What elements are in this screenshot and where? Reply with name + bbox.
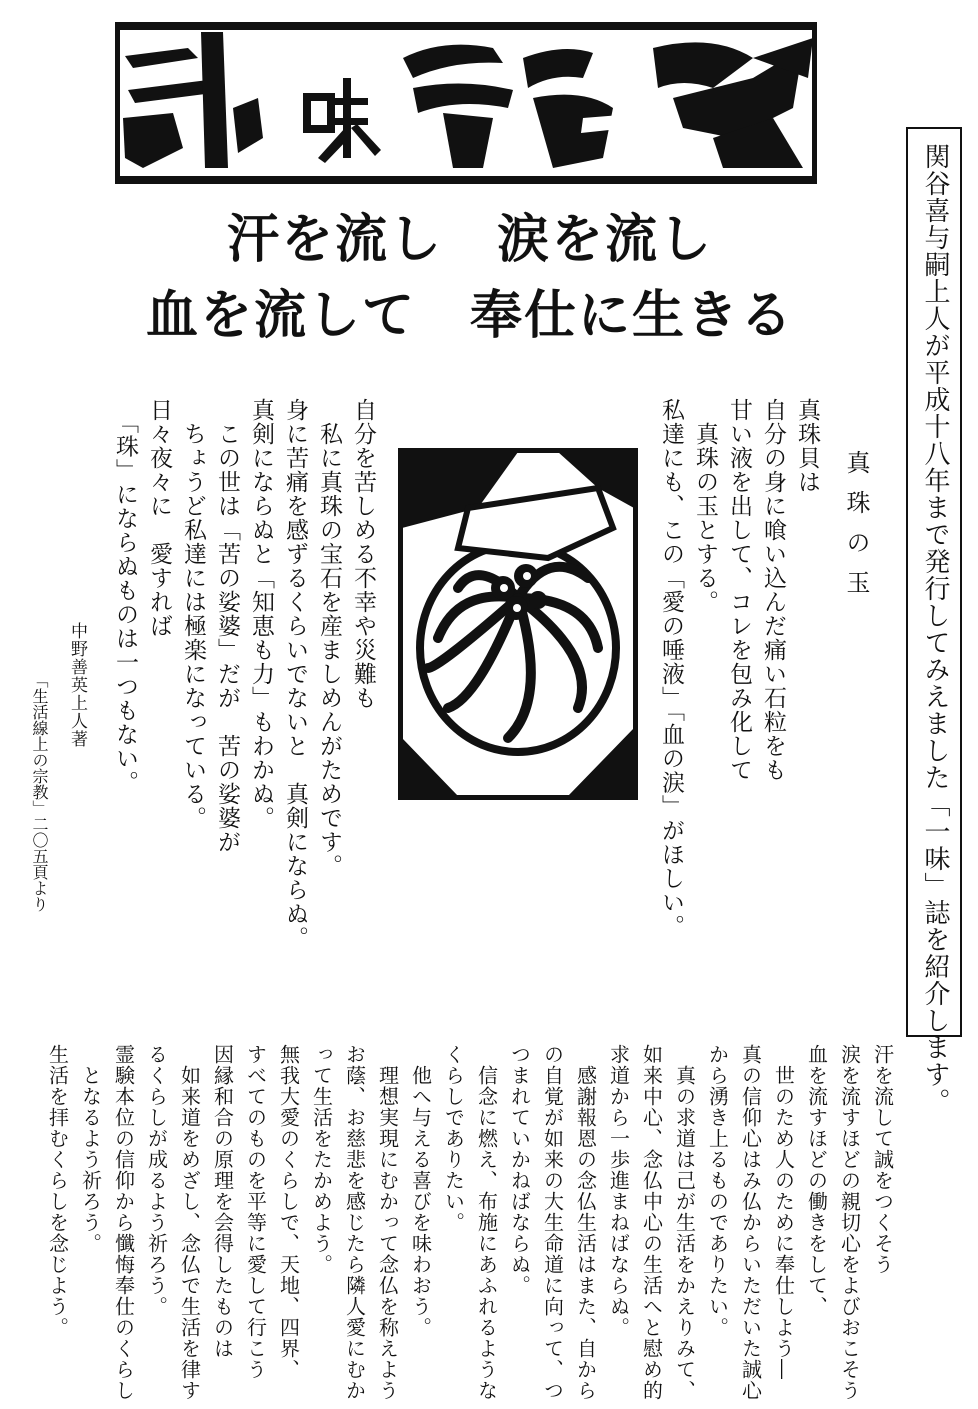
lower-line: 信念に燃え、布施にあふれるような <box>474 1044 499 1401</box>
lower-line: 他へ与える喜びを味わおう。 <box>408 1044 433 1338</box>
shell-illustration <box>398 448 638 800</box>
lower-line: 求道から一歩進まねばならぬ。 <box>606 1044 631 1338</box>
caption-text: 関谷喜与嗣上人が平成十八年まで発行してみえました「一味」誌を紹介します。 <box>920 143 950 1115</box>
masthead-banner <box>113 18 819 188</box>
headline-line-1: 汗を流し 涙を流し <box>226 210 713 270</box>
lower-line: くらしでありたい。 <box>441 1044 466 1233</box>
lower-line: 理想実現にむかって念仏を称えよう <box>375 1044 400 1401</box>
poem-left-line-3: 身に苦痛を感ずるくらいでないと 真剣にならぬ。 <box>282 398 308 950</box>
poem-left-line-7: 日々夜々に 愛すれば <box>146 398 172 638</box>
attribution-source: 「生活線上の宗教」二〇五頁より <box>30 672 49 912</box>
lower-line: 世のため人のために奉仕しよう― <box>771 1044 796 1380</box>
lower-line: 霊験本位の信仰から懺悔奉仕のくらし <box>111 1044 136 1401</box>
poem-right-line-3: 甘い液を出して、コレを包み化して <box>726 398 752 782</box>
poem-left-line-5: この世は「苦の娑婆」だが 苦の娑婆が <box>214 398 240 854</box>
lower-line: って生活をたかめよう。 <box>309 1044 334 1275</box>
lower-line: 真の求道は己が生活をかえりみて、 <box>672 1044 697 1401</box>
lower-line: となるよう祈ろう。 <box>78 1044 103 1254</box>
lower-line: るくらしが成るよう祈ろう。 <box>144 1044 169 1317</box>
lower-line: 如来中心、念仏中心の生活へと慰め的 <box>639 1044 664 1401</box>
poem-left-line-8: 「珠」にならぬものは一つもない。 <box>112 398 138 795</box>
lower-line: 無我大愛のくらしで、天地、四界、 <box>276 1044 301 1380</box>
headline <box>120 208 820 348</box>
lower-line: お蔭、お慈悲を感じたら隣人愛にむか <box>342 1044 367 1401</box>
poem-right-line-1: 真珠貝は <box>794 398 820 494</box>
lower-line: 因縁和合の原理を会得したものは <box>210 1044 235 1359</box>
poem-right-line-2: 自分の身に喰い込んだ痛い石粒をも <box>760 398 786 782</box>
lower-line: 涙を流すほどの親切心をよびおこそう <box>837 1044 862 1401</box>
lower-line: 感謝報恩の念仏生活はまた、自から <box>573 1044 598 1401</box>
lower-line: の自覚が如来の大生命道に向って、つ <box>540 1044 565 1401</box>
poem-left-line-2: 私に真珠の宝石を産ましめんがためです。 <box>316 398 342 878</box>
poem-left-line-6: ちょうど私達には極楽になっている。 <box>180 398 206 830</box>
lower-line: から湧き上るものでありたい。 <box>705 1044 730 1338</box>
blank-area <box>406 808 634 1040</box>
attribution-author: 中野善英上人著 <box>67 622 87 748</box>
lower-line: つまれていかねばならぬ。 <box>507 1044 532 1296</box>
poem-right-line-5: 私達にも、この「愛の唾液」「血の涙」がほしい。 <box>658 398 684 939</box>
poem-right-line-4: 真珠の玉とする。 <box>692 398 718 614</box>
pearl-shell-woodcut <box>398 448 638 800</box>
lower-line: 汗を流して誠をつくそう <box>870 1044 895 1275</box>
poem-left-line-4: 真剣にならぬと「知恵も力」もわかぬ。 <box>248 398 274 830</box>
headline-line-2: 血を流して 奉仕に生きる <box>145 286 794 346</box>
poem-title: 真珠の玉 <box>842 450 870 610</box>
lower-line: 生活を拝むくらしを念じよう。 <box>45 1044 70 1338</box>
lower-line: すべてのものを平等に愛して行こう <box>243 1044 268 1380</box>
lower-line: 如来道をめざし、念仏で生活を律す <box>177 1044 202 1401</box>
lower-line: 真の信仰心はみ仏からいただいた誠心 <box>738 1044 763 1401</box>
lower-line: 血を流すほどの働きをして、 <box>804 1044 829 1317</box>
caption-box <box>906 127 962 1115</box>
poem-left-line-1: 自分を苦しめる不幸や災難も <box>350 398 376 710</box>
